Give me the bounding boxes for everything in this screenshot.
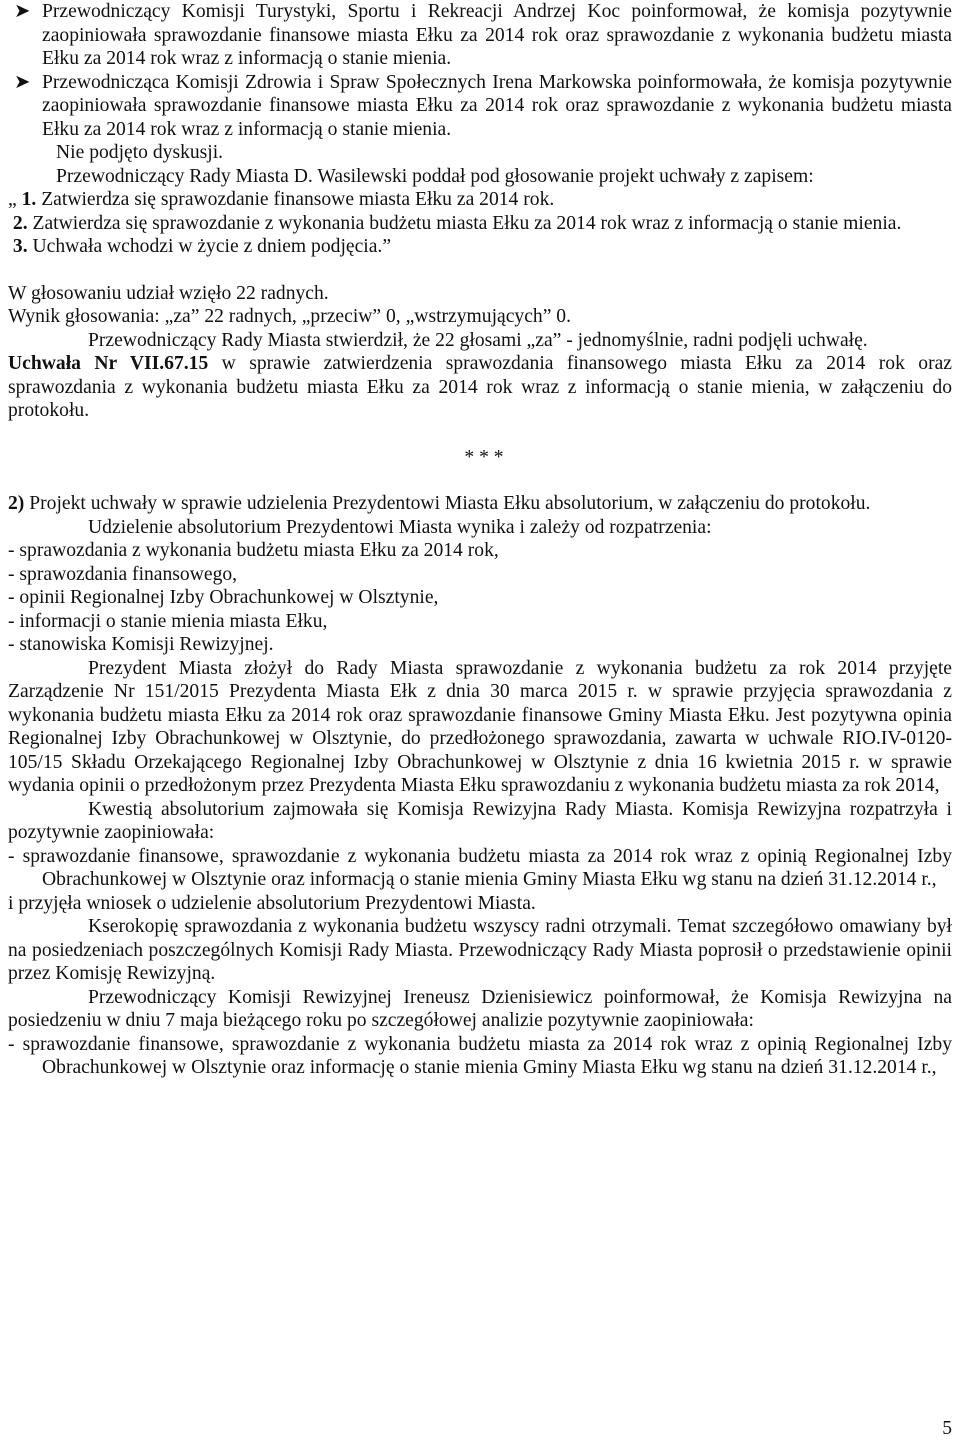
- list-item: - informacji o stanie mienia miasta Ełku,: [8, 610, 328, 632]
- absolutorium-intro: Udzielenie absolutorium Prezydentowi Miasta wynika i zależy od rozpatrzenia:: [88, 516, 712, 538]
- page-number: 5: [942, 1417, 952, 1439]
- audit-chair-opinion-item: - sprawozdanie finansowe, sprawozdanie z wykonania budżetu miasta za 2014 rok wraz z opinią Regionalnej Izby Obrachunkowej w Olsztynie oraz informację o stanie mienia Gminy Miasta Ełku wg stanu na dzień 31.12.2014 r.,: [8, 1033, 952, 1078]
- bullet-paragraph-health-committee: ➤ Przewodnicząca Komisji Zdrowia i Spraw Społecznych Irena Markowska poinformowała, że komisja pozytywnie zaopiniowała sprawozdanie finansowe miasta Ełku za 2014 rok oraz sprawozdanie z wykonania budżetu miasta Ełku za 2014 rok wraz z informacją o stanie mienia.: [14, 71, 952, 140]
- section-separator-stars: * * *: [464, 446, 504, 468]
- list-item: - stanowiska Komisji Rewizyjnej.: [8, 634, 274, 655]
- list-item: - sprawozdania finansowego,: [8, 563, 238, 585]
- resolution-point-3: 3. Uchwała wchodzi w życie z dniem podjęcia.”: [12, 236, 392, 257]
- audit-chair-paragraph: Przewodniczący Komisji Rewizyjnej Ireneusz Dzienisiewicz poinformował, że Komisja Rewizyjna na posiedzeniu w dniu 7 maja bieżącego roku po szczegółowej analizie pozytywnie zaopiniowała:: [8, 986, 952, 1031]
- resolution-point-2: 2. Zatwierdza się sprawozdanie z wykonania budżetu miasta Ełku za 2014 rok wraz z informacją o stanie mienia.: [12, 212, 902, 234]
- bullet-paragraph-tourism-committee: ➤ Przewodniczący Komisji Turystyki, Sportu i Rekreacji Andrzej Koc poinformował, że komisja pozytywnie zaopiniowała sprawozdanie finansowe miasta Ełku za 2014 rok oraz sprawozdanie z wykonania budżetu miasta Ełku za 2014 rok wraz z informacją o stanie mienia.: [14, 1, 952, 69]
- list-item: - opinii Regionalnej Izby Obrachunkowej w Olsztynie,: [8, 587, 439, 608]
- no-discussion-note: Nie podjęto dyskusji.: [56, 142, 224, 163]
- vote-participation: W głosowaniu udział wzięło 22 radnych.: [8, 282, 329, 304]
- spacer: [8, 423, 952, 446]
- resolution-paragraph: Uchwała Nr VII.67.15 w sprawie zatwierdzenia sprawozdania finansowego miasta Ełku za 2014 rok oraz sprawozdania z wykonania budżetu miasta Ełku za 2014 rok wraz z informacją o stanie mienia, w załączeniu do protokołu.: [8, 353, 952, 421]
- section-2-heading-paragraph: 2) Projekt uchwały w sprawie udzielenia Prezydentowi Miasta Ełku absolutorium, w załączeniu do protokołu.: [8, 493, 871, 514]
- audit-committee-paragraph: Kwestią absolutorium zajmowała się Komisja Rewizyjna Rady Miasta. Komisja Rewizyjna rozpatrzyła i pozytywnie zaopiniowała:: [8, 798, 952, 843]
- arrow-bullet-icon: ➤: [14, 71, 31, 93]
- vote-result: Wynik głosowania: „za” 22 radnych, „przeciw” 0, „wstrzymujących” 0.: [8, 306, 571, 327]
- president-report-paragraph: Prezydent Miasta złożył do Rady Miasta sprawozdanie z wykonania budżetu za rok 2014 przyjęte Zarządzenie Nr 151/2015 Prezydenta Miasta Ełk z dnia 30 marca 2015 r. w sprawie przyjęcia sprawozdania z wykonania budżetu miasta Ełku za 2014 rok oraz sprawozdanie finansowe Gminy Miasta Ełku. Jest pozytywna opinia Regionalnej Izby Obrachunkowej w Olsztynie, do przedłożonego sprawozdania, zawarta w uchwale RIO.IV-0120-105/15 Składu Orzekającego Regionalnej Izby Obrachunkowej w Olsztynie z dnia 16 kwietnia 2015 r. w sprawie wydania opinii o przedłożonym przez Prezydenta Miasta Ełku sprawozdaniu z wykonania budżetu miasta za rok 2014,: [8, 657, 952, 796]
- audit-committee-conclusion: i przyjęła wniosek o udzielenie absolutorium Prezydentowi Miasta.: [8, 892, 536, 914]
- list-item: - sprawozdania z wykonania budżetu miasta Ełku za 2014 rok,: [8, 540, 499, 561]
- audit-committee-opinion-item: - sprawozdanie finansowe, sprawozdanie z wykonania budżetu miasta za 2014 rok wraz z opinią Regionalnej Izby Obrachunkowej w Olsztynie oraz informacją o stanie mienia Gminy Miasta Ełku wg stanu na dzień 31.12.2014 r.,: [8, 845, 952, 890]
- arrow-bullet-icon: ➤: [14, 1, 31, 22]
- spacer: [8, 259, 952, 282]
- vote-call-paragraph: Przewodniczący Rady Miasta D. Wasilewski poddał pod głosowanie projekt uchwały z zapisem:: [56, 165, 814, 187]
- copies-paragraph: Kserokopię sprawozdania z wykonania budżetu wszyscy radni otrzymali. Temat szczegółowo omawiany był na posiedzeniach poszczególnych Komisji Rady Miasta. Przewodniczący Rady Miasta poprosił o przedstawienie opinii przez Komisję Rewizyjną.: [8, 916, 952, 984]
- resolution-point-1: „ 1. Zatwierdza się sprawozdanie finansowe miasta Ełku za 2014 rok.: [8, 189, 555, 210]
- spacer: [8, 469, 952, 492]
- vote-conclusion: Przewodniczący Rady Miasta stwierdził, że 22 głosami „za” - jednomyślnie, radni podjęli uchwałę.: [88, 329, 868, 351]
